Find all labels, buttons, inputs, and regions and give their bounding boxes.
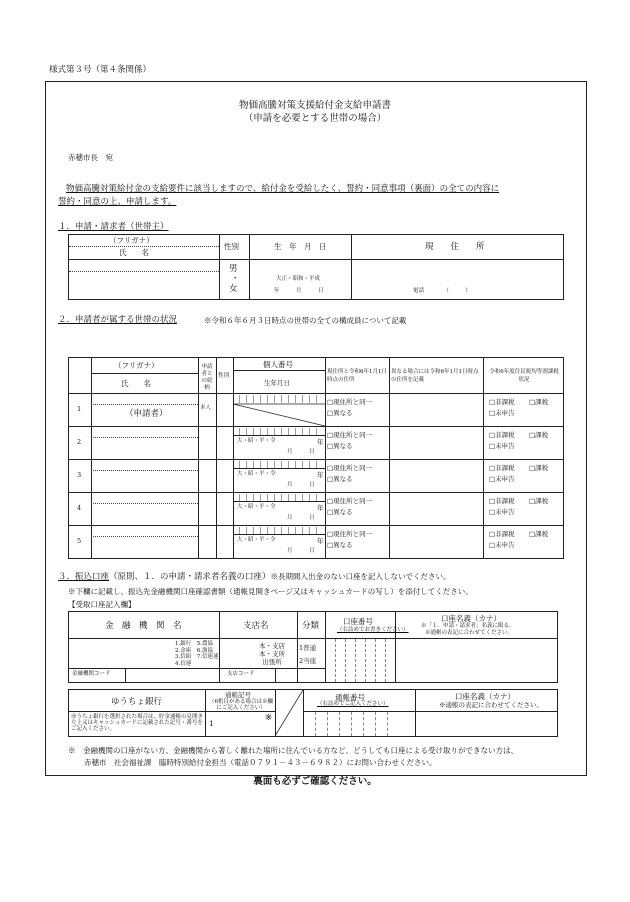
- intro-line-2: 誓約・同意の上、申請します。: [58, 197, 177, 207]
- branch-code-label: 支店コード: [227, 671, 255, 677]
- gender-separator: ・: [231, 274, 240, 284]
- h-mynumber: 個人番号: [263, 360, 293, 369]
- row-number: 5: [77, 537, 82, 545]
- month-day-label: 月 日: [287, 548, 315, 554]
- yucho-note: ゆうちょ銀行を選択された場合は、貯金通帳の見開き左上又はキャッシュカードに記載された記号・番号をご記入ください。: [71, 714, 204, 732]
- addr-diff-check[interactable]: □異なる: [327, 475, 353, 483]
- sec1-tel: 電話 （ ）: [413, 288, 471, 294]
- back-notice: 裏面も必ずご確認ください。: [253, 776, 377, 787]
- tax-tax-check[interactable]: □課税: [529, 497, 549, 505]
- tax-tax-check[interactable]: □課税: [529, 530, 549, 538]
- h-address: 現住所と令和6年1月1日時点の住所: [327, 369, 387, 383]
- addr-same-check[interactable]: □現住所と同一: [327, 530, 373, 538]
- branch-type-option[interactable]: 本・支店: [259, 642, 285, 650]
- addr-same-check[interactable]: □現住所と同一: [327, 431, 373, 439]
- addr-same-check[interactable]: □現住所と同一: [327, 398, 373, 406]
- applicant-name-field[interactable]: [69, 260, 219, 299]
- tax-tax-check[interactable]: □課税: [529, 431, 549, 439]
- bank-code-label: 金融機関コード: [72, 671, 111, 677]
- era-label: 大・昭・平・令: [237, 438, 276, 444]
- branch-type-list: [259, 642, 285, 666]
- passbook-sym-star: ※: [265, 713, 273, 723]
- passbook-no-note: （右詰めでご記入ください）: [317, 701, 389, 707]
- yucho-label: ゆうちょ銀行: [111, 697, 163, 707]
- form-id: 様式第３号（第４条関係）: [49, 65, 152, 75]
- bank-type-option[interactable]: 1.銀行 5.農協: [175, 641, 213, 647]
- yucho-diagonal: [275, 690, 303, 736]
- tax-unfiled-check[interactable]: □未申告: [489, 442, 515, 450]
- acct-type-current[interactable]: 2当座: [299, 657, 317, 665]
- tax-nontax-check[interactable]: □非課税: [489, 398, 515, 406]
- household-table: [68, 357, 564, 559]
- h-relation: 申請者との続柄: [201, 364, 213, 391]
- row-number: 4: [77, 504, 82, 512]
- account-box-label: 【受取口座記入欄】: [68, 600, 136, 609]
- acct-no-label: 口座番号: [343, 617, 373, 626]
- tax-unfiled-check[interactable]: □未申告: [489, 508, 515, 516]
- section3-heading-row: [58, 573, 451, 582]
- row-number: 3: [77, 471, 82, 479]
- addr-diff-check[interactable]: □異なる: [327, 442, 353, 450]
- acct-holder-field[interactable]: [396, 639, 557, 682]
- h-dob: 生年月日: [264, 379, 290, 387]
- acct-holder-note1: ※「１．申請・請求者」名義に限る。: [421, 623, 515, 629]
- branch-type-option[interactable]: 出張所: [262, 658, 282, 666]
- gender-male[interactable]: 男: [229, 264, 238, 274]
- bank-type-option[interactable]: 3.信組 7.信連連: [175, 654, 219, 660]
- tax-tax-check[interactable]: □課税: [529, 398, 549, 406]
- branch-type-option[interactable]: 本・支所: [259, 650, 285, 658]
- applicant-table: [68, 234, 564, 300]
- yucho-holder-label: 口座名義（カナ）: [455, 692, 515, 701]
- tax-nontax-check[interactable]: □非課税: [489, 464, 515, 472]
- sec1-dob-label: 生 年 月 日: [274, 242, 327, 251]
- sec1-furigana-label: （フリガナ）: [109, 236, 154, 245]
- year-label: 年: [317, 537, 324, 545]
- yucho-holder-field[interactable]: [416, 712, 557, 736]
- sec1-era: 大正・昭和・平成: [276, 276, 321, 282]
- applicant-relation: 本人: [200, 405, 212, 411]
- row-number: 1: [77, 405, 82, 413]
- intro-line-1: 物価高騰対策給付金の支給要件に該当しますので、給付金を受給したく、誓約・同意事項（裏面）の全ての内容に: [66, 184, 500, 194]
- era-label: 大・昭・平・令: [237, 504, 276, 510]
- h-tax-status: 令和6年度住民税均等割課税状況: [489, 369, 559, 383]
- footer-note-1: ※ 金融機関の口座がない方、金融機関から著しく離れた場所に住んでいる方など、どうしても口座による受け取りができない方は、: [68, 746, 518, 755]
- passbook-sym-field[interactable]: [217, 712, 265, 736]
- tax-nontax-check[interactable]: □非課税: [489, 497, 515, 505]
- section2-note: ※令和６年６月３日時点の世帯の全ての構成員について記載: [204, 316, 407, 325]
- branch-label: 支店名: [243, 621, 269, 631]
- passbook-sym-note: （6桁目がある場合は※欄にご記入ください）: [209, 699, 274, 711]
- month-day-label: 月 日: [287, 449, 315, 455]
- tax-tax-check[interactable]: □課税: [529, 464, 549, 472]
- addr-same-check[interactable]: □現住所と同一: [327, 497, 373, 505]
- era-label: 大・昭・平・令: [237, 471, 276, 477]
- passbook-no-label: 通帳番号: [335, 693, 365, 702]
- footer-note-2: 赤穂市 社会福祉課 臨時特別給付金担当（電話０７９１－４３－６９８２）にお問い合わせください。: [84, 758, 437, 767]
- year-label: 年: [317, 471, 324, 479]
- sec1-ymd: 年 月 日: [274, 288, 324, 294]
- bank-account-table: [68, 611, 558, 683]
- bank-type-list: [175, 641, 219, 667]
- section3-heading-rest: （原則、１．の申請・請求者名義の口座）: [109, 572, 271, 582]
- sec1-name-label: 氏 名: [119, 248, 149, 257]
- tax-unfiled-check[interactable]: □未申告: [489, 475, 515, 483]
- yucho-holder-note: ※通帳の表記に合わせてください。: [439, 701, 543, 709]
- section1-heading: １．申請・請求者（世帯主）: [58, 222, 169, 232]
- row-number: 2: [77, 438, 82, 446]
- passbook-no-field[interactable]: [304, 712, 415, 736]
- h-name: 氏 名: [121, 379, 151, 388]
- section3-note: ※下欄に記載し、振込先金融機関口座確認書類（通帳見開きページ又はキャッシュカードの写し）を添付してください。: [68, 587, 473, 596]
- acct-holder-note2: ※通帳の表記に合わせてください。: [425, 630, 514, 636]
- month-day-label: 月 日: [287, 482, 315, 488]
- h-diff-address: 異なる場合には令和6年1月1日時点の住所を記載: [391, 369, 479, 383]
- year-label: 年: [317, 504, 324, 512]
- tax-nontax-check[interactable]: □非課税: [489, 530, 515, 538]
- tax-unfiled-check[interactable]: □未申告: [489, 409, 515, 417]
- addr-diff-check[interactable]: □異なる: [327, 409, 353, 417]
- type-label: 分類: [302, 621, 320, 631]
- bank-type-option[interactable]: 4.信連: [175, 660, 192, 667]
- h-furigana: （フリガナ）: [114, 361, 159, 370]
- acct-holder-label: 口座名義（カナ）: [441, 614, 501, 623]
- acct-type-ordinary[interactable]: 1普通: [299, 644, 317, 652]
- bank-name-label: 金 融 機 関 名: [105, 621, 182, 631]
- form-subtitle: （申請を必要とする世帯の場合）: [243, 113, 387, 124]
- addressee: 赤穂市長 宛: [68, 153, 113, 162]
- sec1-address-label: 現 住 所: [425, 242, 485, 252]
- addr-diff-check[interactable]: □異なる: [327, 541, 353, 549]
- tax-unfiled-check[interactable]: □未申告: [489, 541, 515, 549]
- form-title: 物価高騰対策支援給付金支給申請書: [238, 100, 391, 111]
- tax-nontax-check[interactable]: □非課税: [489, 431, 515, 439]
- h-gender: 性別: [218, 373, 230, 379]
- yucho-table: [68, 689, 558, 737]
- addr-same-check[interactable]: □現住所と同一: [327, 464, 373, 472]
- era-label: 大・昭・平・令: [237, 537, 276, 543]
- sec1-gender-label: 性別: [224, 242, 239, 251]
- gender-female[interactable]: 女: [229, 284, 238, 294]
- section3-heading-note: ※長期間入出金のない口座を記入しないでください。: [270, 572, 451, 581]
- month-day-label: 月 日: [287, 515, 315, 521]
- bank-type-option[interactable]: 2.金庫 6.漁協: [175, 647, 213, 654]
- year-label: 年: [317, 438, 324, 446]
- passbook-sym-prefix: 1: [209, 719, 214, 728]
- section3-heading: ３．振込口座: [58, 572, 110, 582]
- addr-diff-check[interactable]: □異なる: [327, 508, 353, 516]
- passbook-sym-label: 通帳記号: [225, 691, 251, 699]
- bank-name-field[interactable]: [69, 639, 173, 668]
- applicant-label: （申請者）: [125, 409, 168, 419]
- acct-no-note: （右詰めでお書きください）: [337, 627, 409, 633]
- section2-heading: ２．申請者が属する世帯の状況: [58, 315, 178, 325]
